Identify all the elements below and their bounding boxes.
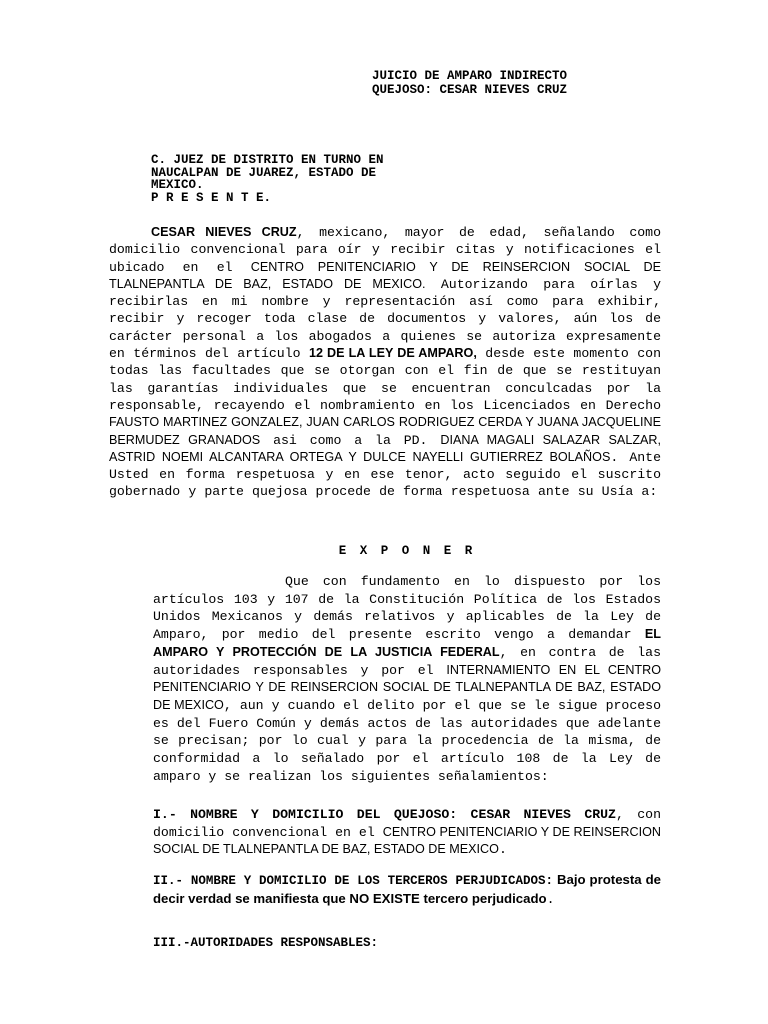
body-amparo: EL AMPARO Y PROTECCIÓN DE LA JUSTICIA FEDERAL [153,627,661,659]
intro-pds: DIANA MAGALI SALAZAR SALZAR, ASTRID NOEMI ALCANTARA ORTEGA Y DULCE NAYELLI GUTIERREZ BOLAÑOS [109,432,662,464]
addressee-line-1: C. JUEZ DE DISTRITO EN TURNO EN [151,153,384,167]
section-2-end: . [546,892,555,907]
intro-text-4: asi como a la PD. [260,432,441,448]
body-text-2: , en contra de las autoridades responsables y por el [153,644,661,678]
intro-prison-address: CENTRO PENITENCIARIO Y DE REINSERCION SOCIAL DE TLALNEPANTLA DE BAZ, ESTADO DE MEXICO. [109,259,661,291]
case-heading [372,69,567,97]
addressee-block [151,154,384,204]
intro-lawyers: FAUSTO MARTINEZ GONZALEZ, JUAN CARLOS RODRIGUEZ CERDA Y JUANA JACQUELINE BERMUDEZ GRANADOS [109,415,661,447]
section-1-address: CENTRO PENITENCIARIO Y DE REINSERCION SOCIAL DE TLALNEPANTLA DE BAZ, ESTADO DE MEXICO [153,824,662,856]
section-2 [153,871,661,908]
addressee-line-4: P R E S E N T E. [151,190,272,205]
section-2-label: II.- NOMBRE Y DOMICILIO DE LOS TERCEROS PERJUDICADOS: [153,874,553,888]
intro-text-1: , mexicano, mayor de edad, señalando como domicilio convencional para oír y recibir citas y notificaciones el ubicado en el [109,225,661,275]
intro-text-3: desde este momento con todas las facultades que se otorgan con el fin de que se restituyan las garantías individuales que se encuentran conculcadas por la responsable, recayendo el nombramiento en los Licenciados en Derecho [109,346,661,413]
body-internamiento: INTERNAMIENTO EN EL CENTRO PENITENCIARIO Y DE REINSERCION SOCIAL DE TLALNEPANTLA DE BAZ, ESTADO DE MEXICO [153,662,661,712]
section-1 [153,806,661,859]
section-1-text-1: , con domicilio convencional en el [153,807,661,840]
intro-text-2: Autorizando para oírlas y recibirlas en mi nombre y representación así como para exhibir, recibir y recoger toda clase de documentos y valores, aún los de carácter personal a los abogados a quienes se autoriza expresamente en términos del artículo [109,276,661,362]
intro-paragraph [109,224,661,501]
complainant-line: QUEJOSO: CESAR NIEVES CRUZ [372,83,568,97]
case-type: JUICIO DE AMPARO INDIRECTO [372,69,568,83]
exponer-paragraph [153,573,661,785]
addressee-line-3: MEXICO. [151,178,204,192]
intro-article-reference: 12 DE LA LEY DE AMPARO, [309,346,477,361]
section-3-label: III.-AUTORIDADES RESPONSABLES: [153,936,379,950]
body-text-3: , aun y cuando el delito por el que se le sigue proceso es del Fuero Común y demás actos de las autoridades que adelante se precisan; por lo cual y para la procedencia de la misma, de conformidad a lo señalado por el artículo 108 de la Ley de amparo y se realizan los siguientes señalamientos: [153,697,661,784]
body-text-1: Que con fundamento en lo dispuesto por los artículos 103 y 107 de la Constitución Política de los Estados Unidos Mexicanos y demás relativos y aplicables de la Ley de Amparo, por medio del presente escrito vengo a demandar [153,574,661,643]
section-1-label: I.- NOMBRE Y DOMICILIO DEL QUEJOSO: CESAR NIEVES CRUZ [153,807,616,822]
addressee-line-2: NAUCALPAN DE JUAREZ, ESTADO DE [151,165,377,180]
section-1-text-2: . [498,842,507,857]
intro-text-5: . Ante Usted en forma respetuosa y en ese tenor, acto seguido el suscrito gobernado y parte quejosa procede de forma respetuosa ante su Usía a: [109,449,661,500]
complainant-name: CESAR NIEVES CRUZ [151,225,297,239]
exponer-heading: E X P O N E R [338,544,476,558]
section-2-text: Bajo protesta de decir verdad se manifiesta que NO EXISTE tercero perjudicado [153,872,661,906]
